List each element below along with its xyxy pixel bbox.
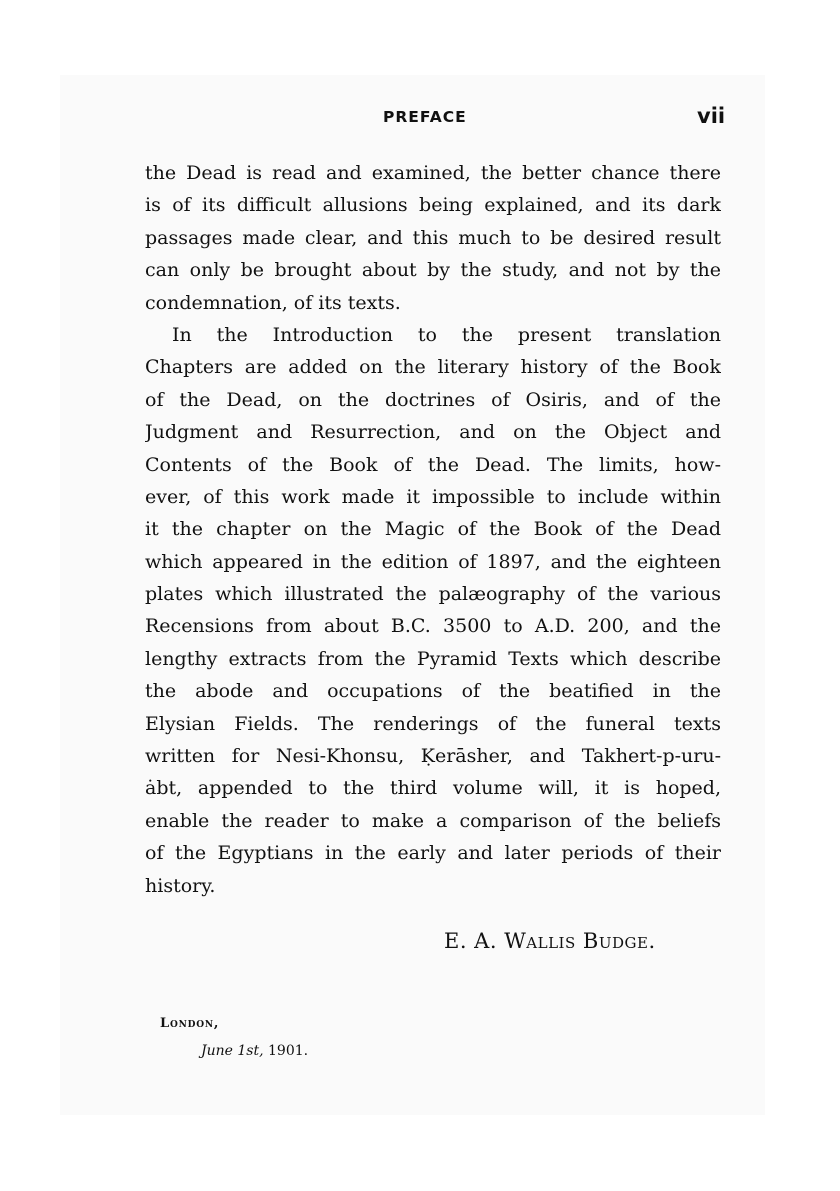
text-line: which appeared in the edition of 1897, and the eighteen: [145, 550, 721, 573]
text-line: condemnation, of its texts.: [145, 291, 401, 314]
text-line: the abode and occupations of the beatified in the: [145, 680, 721, 703]
text-line: In the Introduction to the present translation: [172, 323, 721, 346]
dateline-date: [201, 1043, 308, 1059]
author-signature: E. A. Wallis Budge.: [444, 929, 656, 953]
text-line: Contents of the Book of the Dead. The limits, how-: [145, 453, 721, 476]
text-line: enable the reader to make a comparison of the beliefs: [145, 809, 721, 832]
text-line: Chapters are added on the literary history of the Book: [145, 356, 721, 379]
text-line: of the Dead, on the doctrines of Osiris, and of the: [145, 388, 721, 411]
text-line: Judgment and Resurrection, and on the Object and: [145, 421, 721, 444]
dateline-year: 1901.: [268, 1043, 309, 1059]
body-text: [145, 157, 721, 902]
text-line: lengthy extracts from the Pyramid Texts which describe: [145, 647, 721, 670]
page-number: vii: [697, 104, 726, 128]
dateline-place: London,: [160, 1016, 220, 1031]
text-line: Recensions from about B.C. 3500 to A.D. 200, and the: [145, 615, 721, 638]
running-head-title: PREFACE: [383, 108, 467, 126]
text-line: written for Nesi-Khonsu, Ḳerāsher, and Takhert-p-uru-: [145, 745, 721, 768]
text-line: ever, of this work made it impossible to include within: [145, 485, 721, 508]
text-line: the Dead is read and examined, the better chance there: [145, 162, 721, 184]
text-line: Elysian Fields. The renderings of the funeral texts: [145, 712, 721, 735]
text-line: ȧbt, appended to the third volume will, it is hoped,: [145, 777, 721, 800]
text-line: passages made clear, and this much to be desired result: [145, 226, 721, 249]
text-line: of the Egyptians in the early and later periods of their: [145, 842, 721, 865]
text-line: it the chapter on the Magic of the Book of the Dead: [145, 518, 721, 541]
text-line: can only be brought about by the study, and not by the: [145, 259, 721, 282]
text-line: history.: [145, 874, 216, 897]
dateline-day: June 1st,: [201, 1043, 264, 1059]
text-line: is of its difficult allusions being explained, and its dark: [145, 194, 721, 217]
text-line: plates which illustrated the palæography of the various: [145, 583, 721, 606]
